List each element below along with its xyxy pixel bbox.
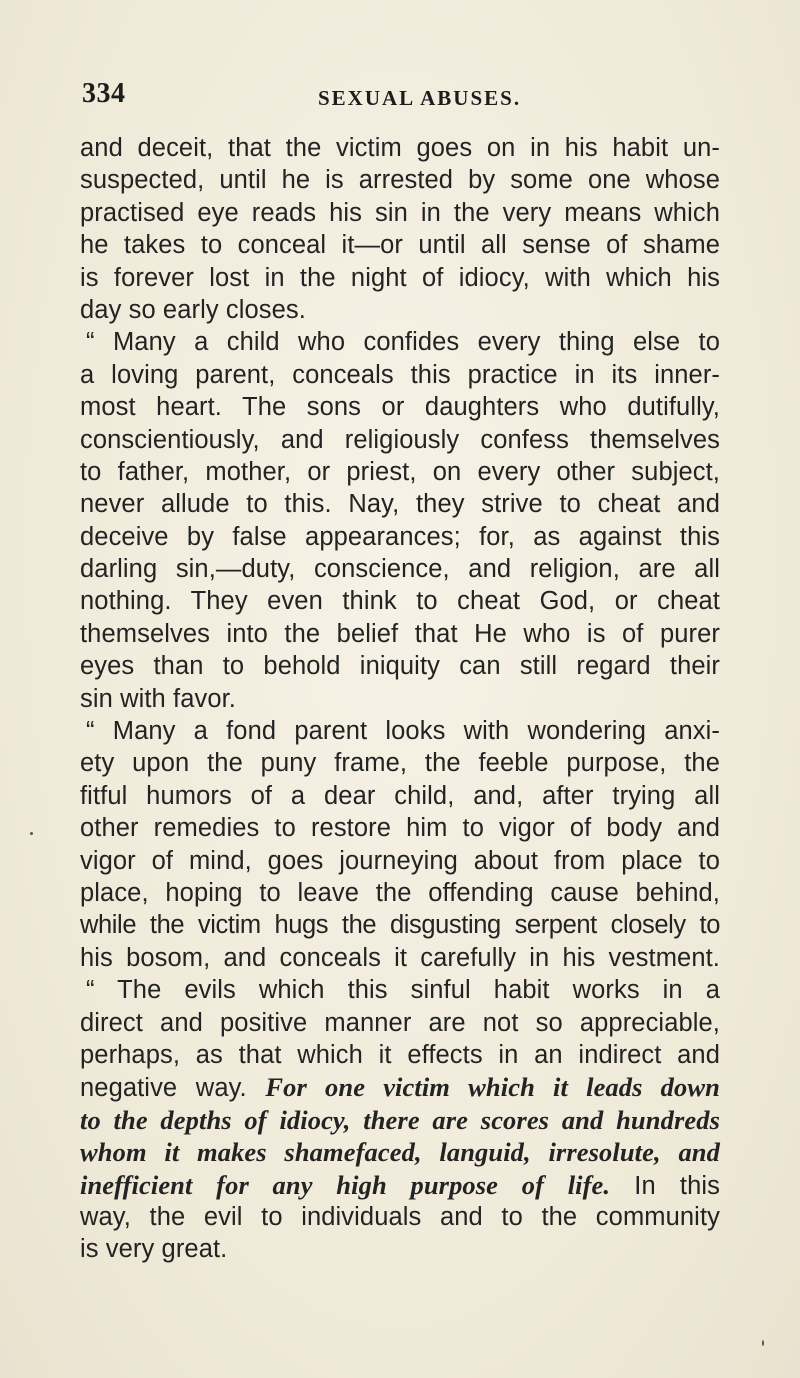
text-line: while the victim hugs the disgusting serpent closely to [80,911,720,940]
text-line: a loving parent, conceals this practice in its inner- [80,360,720,389]
text-line-mixed [80,1071,720,1103]
text-line: his bosom, and conceals it carefully in his vestment. [80,943,720,972]
text-line: other remedies to restore him to vigor of body and [80,814,720,843]
print-speck [762,1340,764,1346]
italic-segment: For one victim which it leads down [265,1072,720,1103]
italic-line: to the depths of idiocy, there are scores and hundreds [80,1104,720,1135]
text-line: is forever lost in the night of idiocy, with which his [80,263,720,292]
text-segment: In this [634,1171,720,1200]
text-line: way, the evil to individuals and to the community [80,1202,720,1231]
text-line: to father, mother, or priest, on every other subject, [80,457,720,486]
body-text [80,132,720,1266]
text-line: never allude to this. Nay, they strive to cheat and [80,490,720,519]
text-line: day so early closes. [80,295,306,324]
running-title: SEXUAL ABUSES. [318,86,522,110]
text-line: practised eye reads his sin in the very means which [80,198,720,227]
text-line: place, hoping to leave the offending cause behind, [80,878,720,907]
text-line: deceive by false appearances; for, as against this [80,522,720,551]
text-line: and deceit, that the victim goes on in his habit un- [80,134,720,162]
text-line: conscientiously, and religiously confess themselves [80,425,720,454]
text-line: “ Many a fond parent looks with wondering anxi- [86,717,720,746]
text-segment: negative way. [80,1074,247,1103]
text-line: ety upon the puny frame, the feeble purpose, the [80,749,720,778]
text-line: “ Many a child who confides every thing else to [86,328,720,357]
italic-segment: inefficient for any high purpose of life. [80,1169,611,1200]
text-line: darling sin,—duty, conscience, and religion, are all [80,555,720,584]
text-line: vigor of mind, goes journeying about from place to [80,846,720,875]
text-line: direct and positive manner are not so appreciable, [80,1008,720,1037]
text-line: fitful humors of a dear child, and, after trying all [80,781,720,810]
text-line: nothing. They even think to cheat God, or cheat [80,587,720,616]
text-line: most heart. The sons or daughters who dutifully, [80,393,720,422]
text-line-mixed [80,1169,720,1201]
text-line: is very great. [80,1235,228,1264]
text-line: eyes than to behold iniquity can still regard their [80,652,720,681]
text-line: suspected, until he is arrested by some one whose [80,166,720,195]
print-speck [30,832,33,835]
text-line: perhaps, as that which it effects in an indirect and [80,1040,720,1069]
text-line: he takes to conceal it—or until all sense of shame [80,231,720,260]
page-number: 334 [82,78,126,109]
text-line: themselves into the belief that He who is of purer [80,619,720,648]
text-line: “ The evils which this sinful habit works in a [86,976,720,1005]
text-line: sin with favor. [80,684,236,713]
italic-line: whom it makes shamefaced, languid, irresolute, and [80,1137,720,1168]
running-head [82,78,722,118]
